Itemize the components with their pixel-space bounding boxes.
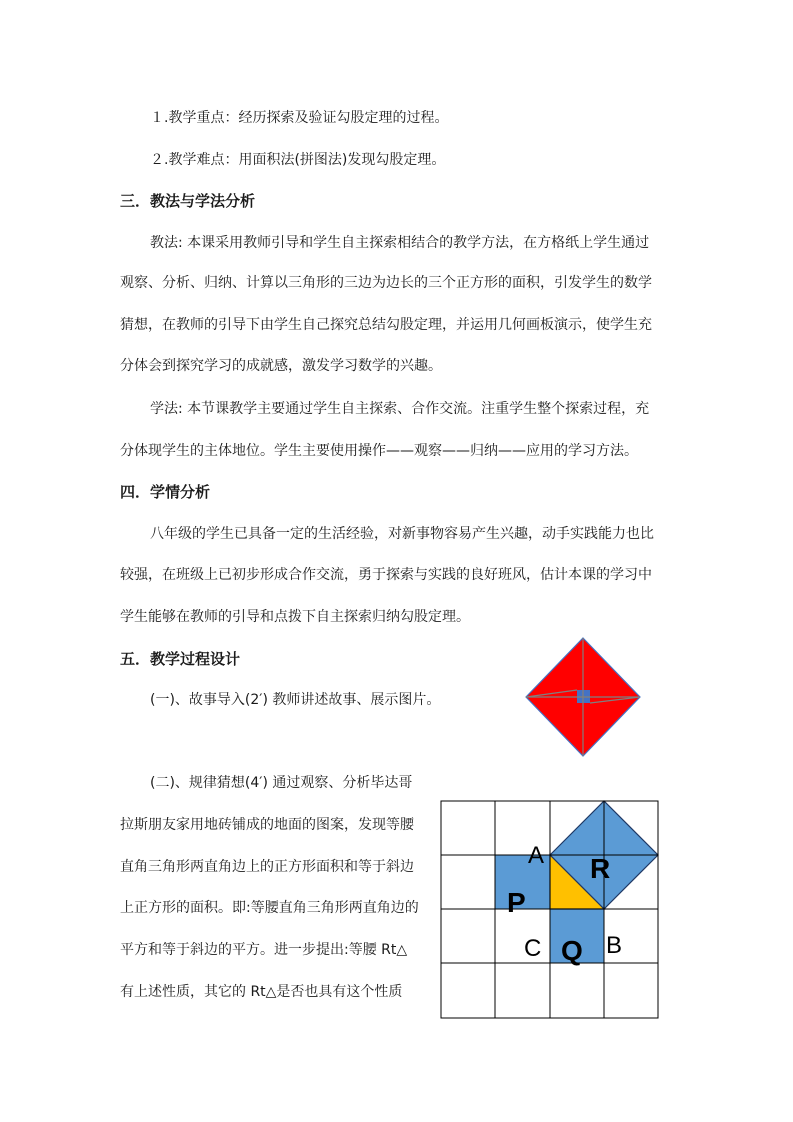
guess-line-2: 拉斯朋友家用地砖铺成的地面的图案，发现等腰	[120, 817, 414, 833]
teaching-key-point: １.教学重点：经历探索及验证勾股定理的过程。	[150, 110, 449, 126]
section5-heading: 五．教学过程设计	[120, 650, 241, 668]
student-line-2: 较强，在班级上已初步形成合作交流，勇于探索与实践的良好班风，估计本课的学习中	[120, 567, 652, 583]
student-line-1: 八年级的学生已具备一定的生活经验，对新事物容易产生兴趣，动手实践能力也比	[150, 526, 654, 542]
method-line-1: 教法: 本课采用教师引导和学生自主探索相结合的教学方法，在方格纸上学生通过	[150, 235, 650, 251]
label-p: P	[507, 887, 526, 918]
pinwheel-square-figure	[520, 632, 646, 762]
guess-line-5: 平方和等于斜边的平方。进一步提出:等腰 Rt△	[120, 942, 408, 958]
study-line-2: 分体现学生的主体地位。学生主要使用操作——观察——归纳——应用的学习方法。	[120, 443, 638, 459]
method-line-2: 观察、分析、归纳、计算以三角形的三边为边长的三个正方形的面积，引发学生的数学	[120, 275, 652, 291]
guess-line-3: 直角三角形两直角边上的正方形面积和等于斜边	[120, 859, 414, 875]
label-b: B	[606, 932, 623, 959]
guess-line-4: 上正方形的面积。即:等腰直角三角形两直角边的	[120, 900, 419, 916]
guess-line-6: 有上述性质，其它的 Rt△是否也具有这个性质	[120, 984, 403, 1000]
student-line-3: 学生能够在教师的引导和点拨下自主探索归纳勾股定理。	[120, 609, 470, 625]
teaching-difficulty: ２.教学难点：用面积法(拼图法)发现勾股定理。	[150, 152, 446, 168]
label-a: A	[528, 842, 545, 869]
guess-line-1: (二)、规律猜想(4′) 通过观察、分析毕达哥	[150, 775, 413, 791]
section3-heading: 三．教法与学法分析	[120, 192, 256, 210]
label-r: R	[590, 853, 611, 884]
story-intro: (一)、故事导入(2′) 教师讲述故事、展示图片。	[150, 692, 441, 708]
label-q: Q	[561, 935, 583, 966]
section4-heading: 四．学情分析	[120, 483, 211, 501]
label-c: C	[524, 935, 542, 962]
pythagoras-grid-figure	[436, 796, 664, 1024]
method-line-4: 分体会到探究学习的成就感，激发学习数学的兴趣。	[120, 358, 442, 374]
method-line-3: 猜想，在教师的引导下由学生自己探究总结勾股定理，并运用几何画板演示，使学生充	[120, 317, 652, 333]
study-line-1: 学法: 本节课教学主要通过学生自主探索、合作交流。注重学生整个探索过程，充	[150, 401, 650, 417]
